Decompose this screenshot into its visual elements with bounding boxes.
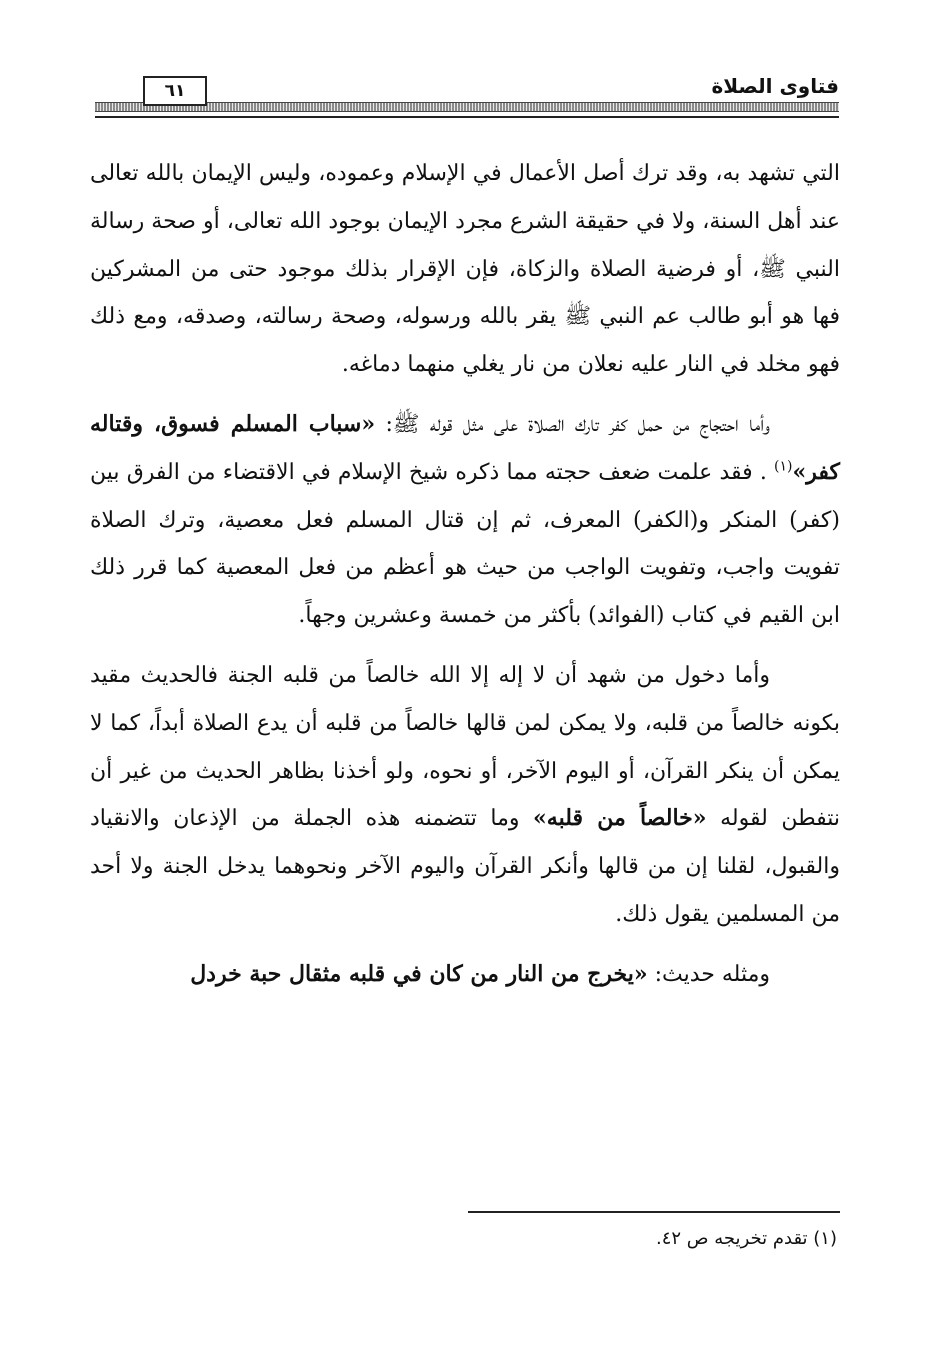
hadith-quote-1: «سباب المسلم فسوق، وقتاله كفر» <box>90 410 840 485</box>
paragraph-4 <box>90 951 840 999</box>
header-rule <box>95 116 839 118</box>
page-number: ٦١ <box>143 76 207 106</box>
paragraph-1: التي تشهد به، وقد ترك أصل الأعمال في الإسلام وعموده، وليس الإيمان بالله تعالى عند أهل السنة، ولا في حقيقة الشرع مجرد الإيمان بوجود الله تعالى، أو صحة رسالة النبي ﷺ، أو فرضية الصلاة والزكاة، فإن الإقرار بذلك موجود حتى من المشركين فها هو أبو طالب عم النبي ﷺ يقر بالله ورسوله، وصحة رسالته، وصدقه، ومع ذلك فهو مخلد في النار عليه نعلان من نار يغلي منهما دماغه. <box>90 161 840 378</box>
paragraph-3-intro: وأما دخول من شهد أن لا إله إلا الله خالصاً من قلبه الجنة فالحديث مقيد بكونه خالصاً من قلبه، ولا يمكن لمن قالها خالصاً من قلبه أن يدع الصلاة أبداً، كما لا يمكن أن ينكر القرآن، أو اليوم الآخر، أو نحوه، ولو أخذنا بظاهر الحديث من غير أن نتفطن لقوله <box>90 662 841 832</box>
main-text <box>90 150 840 1011</box>
footnote-marker[interactable]: (١) <box>774 458 793 475</box>
paragraph-4-intro: ومثله حديث: <box>654 961 770 987</box>
hadith-quote-2: «خالصاً من قلبه» <box>533 805 707 832</box>
paragraph-3 <box>90 652 840 939</box>
hadith-quote-3: «يخرج من النار من كان في قلبه مثقال حبة خردل <box>190 960 648 987</box>
footnote-rule <box>468 1211 840 1213</box>
paragraph-3-rest: وما تتضمنه هذه الجملة من الإذعان والانقياد والقبول، لقلنا إن من قالها وأنكر القرآن واليوم الآخر ونحوهما يدخل الجنة ولا أحد من المسلمين يقول ذلك. <box>90 806 840 927</box>
paragraph-2-intro: وأما احتجاج من حمل كفر تارك الصلاة على مثل قوله ﷺ: <box>385 411 770 437</box>
paragraph-2-rest: . فقد علمت ضعف حجته مما ذكره شيخ الإسلام في الاقتضاء من الفرق بين (كفر) المنكر و(الكفر) المعرف، ثم إن قتال المسلم فعل معصية، وترك الصلاة تفويت واجب، وتفويت الواجب من حيث هو أعظم من فعل المعصية كما قرر ذلك ابن القيم في كتاب (الفوائد) بأكثر من خمسة وعشرين وجهاً. <box>90 459 841 629</box>
running-title: فتاوى الصلاة <box>711 74 839 98</box>
page-header <box>95 72 839 120</box>
paragraph-2 <box>90 401 840 640</box>
footnote: (١) تقدم تخريجه ص ٤٢. <box>656 1228 837 1249</box>
